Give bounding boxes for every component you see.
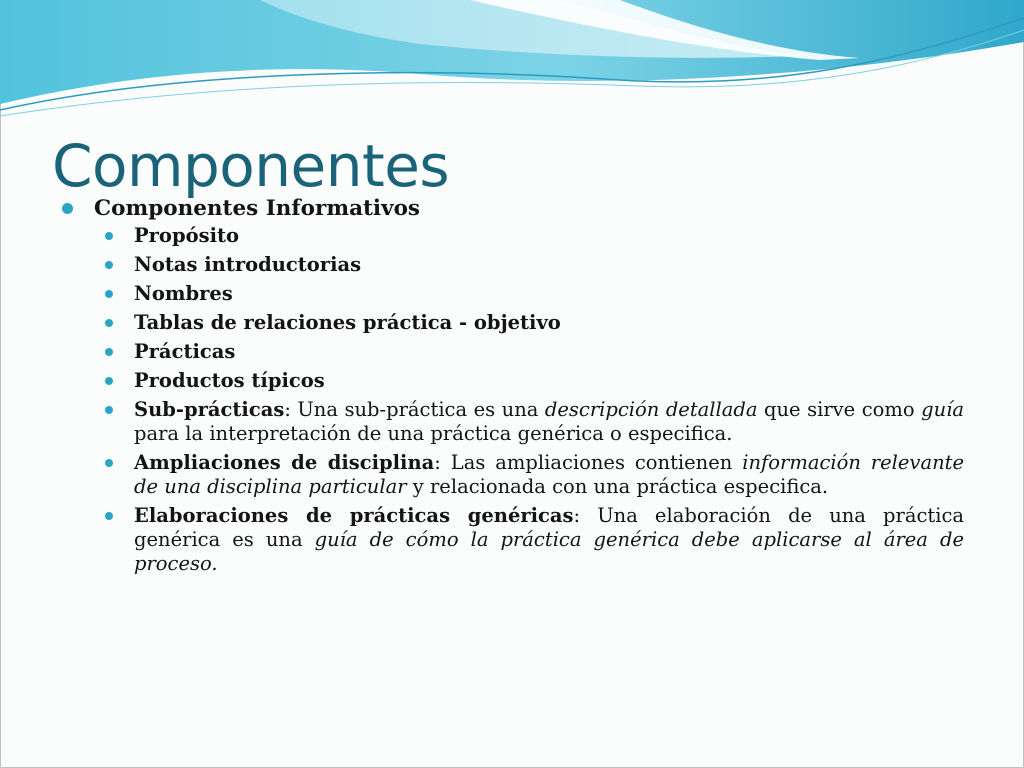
- emphasis-span: guía: [921, 398, 964, 421]
- bullet-icon: [105, 261, 113, 269]
- bullet-icon: [105, 290, 113, 298]
- list-item-ampliaciones: [102, 451, 964, 499]
- bullet-icon: [62, 203, 73, 214]
- list-item-label: Prácticas: [134, 340, 236, 363]
- list-item: [102, 340, 964, 364]
- term-label: Ampliaciones de disciplina: [134, 451, 435, 474]
- bullet-icon: [105, 512, 113, 520]
- text-span: para la interpretación de una práctica genérica o especifica.: [134, 422, 733, 445]
- emphasis-span: descripción detallada: [544, 398, 758, 421]
- bullet-icon: [105, 377, 113, 385]
- text-span: : Una sub-práctica es una: [284, 398, 545, 421]
- list-item-label: Nombres: [134, 282, 233, 305]
- text-span: y relacionada con una práctica especifica.: [406, 475, 829, 498]
- term-label: Sub-prácticas: [134, 398, 285, 421]
- emphasis-span: información relevante de una disciplina particular: [134, 451, 965, 498]
- list-item: [102, 311, 964, 335]
- list-item-label: Productos típicos: [134, 369, 325, 392]
- sub-bullet-list: [62, 224, 964, 576]
- list-item: [102, 369, 964, 393]
- list-item-label: Propósito: [134, 224, 239, 247]
- header-wave-decoration: [0, 0, 1024, 120]
- list-item: [102, 282, 964, 306]
- list-item-label: Tablas de relaciones práctica - objetivo: [134, 311, 561, 334]
- emphasis-span: guía de cómo la práctica genérica debe aplicarse al área de proceso.: [134, 528, 964, 575]
- slide-title: Componentes: [52, 132, 450, 200]
- bullet-icon: [105, 459, 113, 467]
- term-label: Elaboraciones de prácticas genéricas: [134, 504, 574, 527]
- list-item-label: Notas introductorias: [134, 253, 362, 276]
- bullet-icon: [105, 232, 113, 240]
- bullet-icon: [105, 348, 113, 356]
- list-item-elaboraciones: [102, 504, 964, 576]
- bullet-icon: [105, 319, 113, 327]
- text-span: : Una elaboración de una práctica genérica es una: [134, 504, 965, 551]
- slide-content: [62, 194, 964, 581]
- main-item-label: Componentes Informativos: [94, 196, 421, 221]
- list-item: [102, 253, 964, 277]
- text-span: que sirve como: [757, 398, 922, 421]
- list-item-sub-practicas: [102, 398, 964, 446]
- bullet-icon: [105, 406, 113, 414]
- main-bullet-item: [62, 194, 964, 224]
- list-item: [102, 224, 964, 248]
- text-span: : Las ampliaciones contienen: [434, 451, 743, 474]
